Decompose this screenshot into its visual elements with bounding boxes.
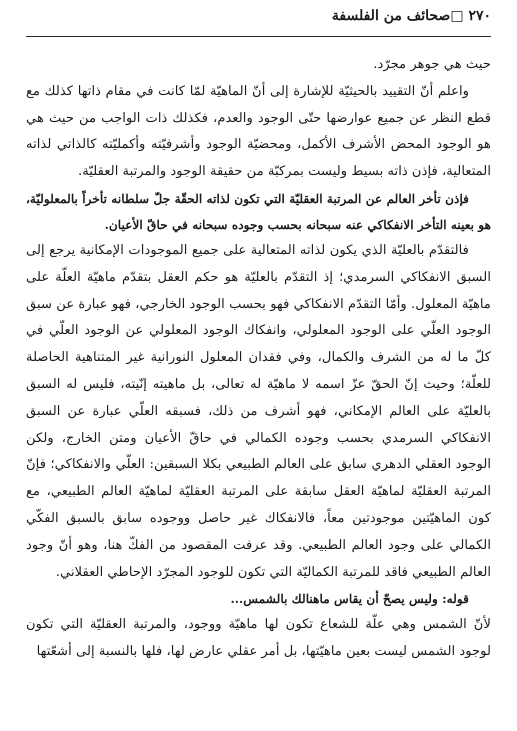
bold-quotation-2: قوله: وليس يصحّ أن يقاس ماهنالك بالشمس... xyxy=(230,592,469,607)
header-divider xyxy=(26,36,491,37)
running-head: ٢٧٠ □صحائف من الفلسفة xyxy=(331,8,491,24)
paragraph-2: واعلم أنّ التقييد بالحيثيّة للإشارة إلى أنّ الماهيّة لمّا كانت في مقام ذاتها كذلك مع قطع النظر عن جميع عوارضها حتّى الوجود والعدم، فكذلك ذات الواجب من حيث هي هو الوجود المحض الأشرف الأكمل، ومحضيّة الوجود وأشرفيّته وأكمليّته كالذاتي لذاته المتعالية، فإذن ذاته بسيط وليست بمركبّة من حقيقة الوجود والمرتبة العقليّة. xyxy=(26,83,491,180)
paragraph-1: حيث هي جوهر مجرّد. xyxy=(373,57,491,72)
bold-quotation-1: فإذن تأخر العالم عن المرتبة العقليّة التي تكون لذاته الحقّة جلّ سلطانه تأخراً بالمعلوليّة، هو بعينه التأخر الانفكاكي عنه سبحانه بحسب وجوده سبحانه في حاقّ الأعيان. xyxy=(26,191,491,232)
paragraph-4: لأنّ الشمس وهي علّة للشعاع تكون لها ماهيّة ووجود، والمرتبة العقليّة التي تكون لوجود الشمس ليست بعين ماهيّتها، بل أمر عقلي عارض لها، فلها بالنسبة إلى أشعّتها xyxy=(26,617,491,660)
paragraph-3: فالتقدّم بالعليّة الذي يكون لذاته المتعالية على جميع الموجودات الإمكانية يرجع إلى السبق الانفكاكي السرمدي؛ إذ التقدّم بالعليّة هو حكم العقل بتقدّم ماهيّة العلّة على ماهيّة المعلول. وأمّا التقدّم الانفكاكي فهو بحسب الوجود الخارجي، فهو عبارة عن سبق الوجود العلّي على الوجود المعلولي، وانفكاك الوجود المعلولي عن الوجود العلّي في كلّ ما له من الشرف والكمال، وفي فقدان المعلول النورانية غير المتناهية الحاصلة للعلّة؛ وحيث إنّ الحقّ عزّ اسمه لا ماهيّة له تعالى، بل ماهيته إنّيته، فليس له السبق بالعليّة على العالم الإمكاني، فهو أشرف من ذلك، فسبقه العلّي عبارة عن السبق الانفكاكي السرمدي بحسب وجوده الكمالي في حاقّ الأعيان ومتن الخارج، ولكن الوجود العقلي الدهري سابق على العالم الطبيعي بكلا السبقين: العلّي والانفكاكي؛ فإنّ المرتبة العقليّة لماهيّة العقل سابقة على المرتبة العقليّة لماهيّة العالم الطبيعي، مع كون الماهيّتين موجودتين معاً، فالانفكاك غير حاصل ووجوده سابق بالسبق الفكّي الكمالي على وجود العالم الطبيعي. وقد عرفت المقصود من الفكّ هنا، وهو أنّ وجود العالم الطبيعي فاقد للمرتبة الكماليّة التي تكون للوجود المجرّد الإحاطي العقلاني. xyxy=(26,242,491,580)
page-body xyxy=(26,52,491,722)
